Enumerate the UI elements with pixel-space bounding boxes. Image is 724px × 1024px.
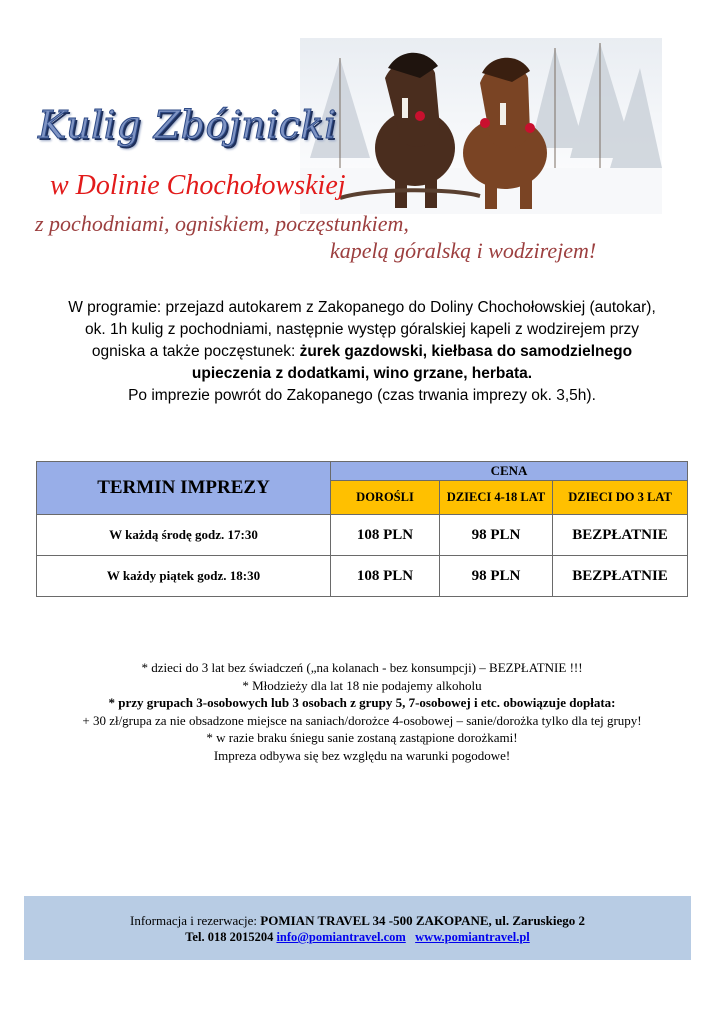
program-line: [30, 341, 694, 363]
program-line: ok. 1h kulig z pochodniami, następnie występ góralskiej kapeli z wodzirejem przy: [85, 321, 639, 338]
program-line: [30, 363, 694, 385]
tagline-line-2: kapelą góralską i wodzirejem!: [330, 238, 597, 263]
note: * przy grupach 3-osobowych lub 3 osobach z grupy 5, 7-osobowej i etc. obowiązuje dopłata:: [108, 695, 616, 710]
price-toddlers: BEZPŁATNIE: [553, 556, 688, 597]
info-label: Informacja i rezerwacje:: [130, 913, 261, 928]
footer-contact-box: [24, 896, 691, 960]
price-adults: 108 PLN: [331, 515, 440, 556]
page-title: Kulig Zbójnicki: [38, 103, 337, 147]
program-text: ogniska a także poczęstunek:: [91, 343, 300, 360]
program-line: Po imprezie powrót do Zakopanego (czas trwania imprezy ok. 3,5h).: [128, 387, 596, 404]
column-header-children: DZIECI 4-18 LAT: [440, 481, 553, 515]
page-subtitle: w Dolinie Chochołowskiej: [50, 170, 346, 201]
cena-header: CENA: [331, 462, 688, 481]
table-row: [37, 515, 688, 556]
price-children: 98 PLN: [440, 556, 553, 597]
note: Impreza odbywa się bez względu na warunki pogodowe!: [213, 747, 511, 763]
column-header-adults: DOROŚLI: [331, 481, 440, 515]
note: + 30 zł/grupa za nie obsadzone miejsce na saniach/dorożce 4-osobowej – sanie/dorożka tylko dla tej grupy!: [82, 712, 642, 728]
price-toddlers: BEZPŁATNIE: [553, 515, 688, 556]
note: * Młodzieży dla lat 18 nie podajemy alkoholu: [242, 677, 482, 693]
termin-header: TERMIN IMPREZY: [37, 462, 331, 515]
tagline-line-1: z pochodniami, ogniskiem, poczęstunkiem,: [35, 211, 409, 236]
column-header-toddlers: DZIECI DO 3 LAT: [553, 481, 688, 515]
note: * dzieci do 3 lat bez świadczeń („na kolanach - bez konsumpcji) – BEZPŁATNIE !!!: [141, 660, 583, 675]
price-table: [36, 461, 688, 597]
price-children: 98 PLN: [440, 515, 553, 556]
phone-number: Tel. 018 2015204: [185, 930, 277, 944]
program-description: [30, 297, 694, 407]
website-link[interactable]: www.pomiantravel.pl: [415, 930, 530, 944]
program-menu-highlight: żurek gazdowski, kiełbasa do samodzielnego: [299, 343, 633, 360]
program-line: W programie: przejazd autokarem z Zakopanego do Doliny Chochołowskiej (autokar),: [68, 299, 656, 316]
footer-line-2: [24, 930, 691, 945]
horses-sleigh-photo: [300, 38, 662, 214]
company-address: POMIAN TRAVEL 34 -500 ZAKOPANE, ul. Zaruskiego 2: [260, 913, 585, 928]
program-menu-highlight: upieczenia z dodatkami, wino grzane, herbata.: [191, 365, 533, 382]
row-day: W każdy piątek godz. 18:30: [37, 556, 331, 597]
email-link[interactable]: info@pomiantravel.com: [276, 930, 406, 944]
table-row: [37, 556, 688, 597]
row-day: W każdą środę godz. 17:30: [37, 515, 331, 556]
note: * w razie braku śniegu sanie zostaną zastąpione dorożkami!: [206, 730, 518, 745]
notes-section: [20, 659, 704, 764]
footer-line-1: [24, 913, 691, 929]
price-adults: 108 PLN: [331, 556, 440, 597]
